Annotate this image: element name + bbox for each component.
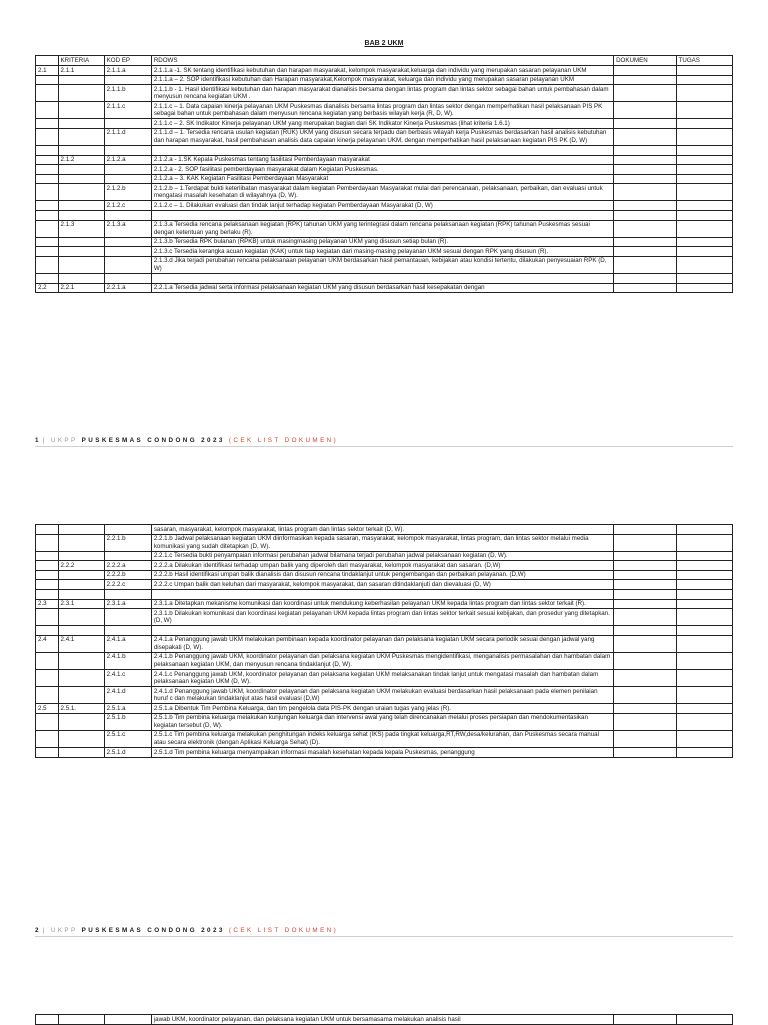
cell-dokumen — [614, 635, 677, 652]
cell-number — [36, 570, 59, 580]
cell-dokumen — [614, 1015, 677, 1025]
cell-kriteria — [58, 1015, 104, 1025]
cell-rdows: 2.5.1.a Dibentuk Tim Pembina Keluarga, dan tim pengelola data PIS-PK dengan uraian tugas yang jelas (R). — [151, 704, 613, 714]
cell-kriteria — [58, 174, 104, 184]
cell-rdows: 2.1.3.d Jika terjadi perubahan rencana pelaksanaan pelayanan UKM berdasarkan hasil pemantauan, kebijakan atau kondisi tertentu, dilakukan penyesuaian RPK (D, W) — [151, 256, 613, 273]
cell-kriteria: 2.2.2 — [58, 561, 104, 571]
cell-rdows: 2.1.1.a – 2. SOP identifikasi kebutuhan dan Harapan masyarakat,Kelompok masyarakat, keluarga dan individu yang merupakan sasaran pelayanan UKM — [151, 75, 613, 85]
cell-dokumen — [614, 102, 677, 119]
table-row — [36, 102, 733, 119]
cell-kod-ep — [104, 174, 151, 184]
footer-unit: UKPP — [50, 437, 78, 444]
cell-dokumen — [614, 599, 677, 609]
cell-kod-ep: 2.3.1.a — [104, 599, 151, 609]
table-row — [36, 748, 733, 758]
cell-kod-ep — [104, 273, 151, 283]
checklist-table-page-2 — [35, 524, 733, 758]
cell-dokumen — [614, 85, 677, 102]
cell-rdows: 2.1.1.c – 1. Data capaian kinerja pelayanan UKM Puskesmas dianalisis bersama lintas program dan lintas sektor dengan memperhatikan hasil pelaksanaan PIS PK sebagai bahan untuk pembahasan dalam menyusun rencana kegiatan yang berbasis wilayah kerja (R, D, W). — [151, 102, 613, 119]
cell-number — [36, 551, 59, 561]
cell-number — [36, 525, 59, 535]
table-row — [36, 1015, 733, 1025]
cell-kod-ep: 2.4.1.c — [104, 670, 151, 687]
table-row — [36, 599, 733, 609]
table-row — [36, 589, 733, 599]
cell-rdows: 2.1.2.a - 2. SOP fasilitasi pemberdayaan masyarakat dalam Kegiatan Puskesmas. — [151, 165, 613, 175]
cell-tugas — [676, 704, 732, 714]
cell-rdows: 2.1.3.c Tersedia kerangka acuan kegiatan (KAK) untuk tiap kegiatan dari masing-masing pelayanan UKM sesuai dengan RPK yang disusun (R). — [151, 247, 613, 257]
cell-kriteria: 2.1.2 — [58, 155, 104, 165]
cell-kod-ep: 2.2.1.a — [104, 283, 151, 293]
cell-kod-ep — [104, 256, 151, 273]
cell-rdows: 2.2.1.b Jadwal pelaksanaan kegiatan UKM diinformasikan kepada sasaran, masyarakat, kelompok masyarakat, lintas program, dan lintas sektor melalui media komunikasi yang sudah ditetapkan (D, W). — [151, 534, 613, 551]
cell-tugas — [676, 570, 732, 580]
cell-rdows: 2.2.2.c Umpan balik dan keluhan dari masyarakat, kelompok masyarakat, dan sasaran ditindaklanjuti dan dievaluasi (D, W) — [151, 580, 613, 590]
table-row — [36, 66, 733, 76]
cell-kod-ep: 2.1.2.c — [104, 201, 151, 211]
cell-kod-ep — [104, 609, 151, 626]
table-row — [36, 687, 733, 704]
cell-number — [36, 670, 59, 687]
cell-number — [36, 730, 59, 747]
table-row — [36, 119, 733, 129]
cell-kod-ep — [104, 146, 151, 156]
cell-tugas — [676, 670, 732, 687]
cell-kriteria — [58, 609, 104, 626]
cell-dokumen — [614, 730, 677, 747]
cell-kriteria — [58, 748, 104, 758]
cell-kriteria: 2.3.1 — [58, 599, 104, 609]
cell-kriteria: 2.5.1. — [58, 704, 104, 714]
cell-tugas — [676, 534, 732, 551]
cell-dokumen — [614, 670, 677, 687]
cell-kriteria — [58, 85, 104, 102]
cell-number — [36, 652, 59, 669]
table-row — [36, 652, 733, 669]
footer-tag: (CEK LIST DOKUMEN) — [228, 927, 339, 934]
cell-rdows: 2.5.1.b Tim pembina keluarga melakukan kunjungan keluarga dan intervensi awal yang telah direncanakan melalui proses persiapan dan mendokumentasikan kegiatan tersebut (D, W). — [151, 713, 613, 730]
cell-kod-ep — [104, 247, 151, 257]
cell-dokumen — [614, 713, 677, 730]
header-number — [36, 56, 59, 66]
cell-tugas — [676, 589, 732, 599]
cell-kod-ep: 2.1.1.c — [104, 102, 151, 119]
cell-kod-ep: 2.1.3.a — [104, 220, 151, 237]
table-row — [36, 609, 733, 626]
cell-number — [36, 237, 59, 247]
cell-tugas — [676, 102, 732, 119]
cell-dokumen — [614, 704, 677, 714]
cell-number — [36, 626, 59, 636]
cell-kriteria — [58, 211, 104, 221]
cell-kod-ep: 2.1.1.a — [104, 66, 151, 76]
cell-kod-ep: 2.5.1.d — [104, 748, 151, 758]
cell-dokumen — [614, 165, 677, 175]
cell-rdows: 2.4.1.a Penanggung jawab UKM melakukan pembinaan kepada koordinator pelayanan dan pelaksana kegiatan UKM secara periodik sesuai dengan jadwal yang disepakati (D, W). — [151, 635, 613, 652]
cell-tugas — [676, 256, 732, 273]
cell-kod-ep — [104, 211, 151, 221]
cell-tugas — [676, 146, 732, 156]
cell-tugas — [676, 561, 732, 571]
cell-dokumen — [614, 128, 677, 145]
cell-dokumen — [614, 146, 677, 156]
table-row — [36, 626, 733, 636]
cell-tugas — [676, 652, 732, 669]
cell-number — [36, 687, 59, 704]
cell-tugas — [676, 730, 732, 747]
cell-kriteria — [58, 713, 104, 730]
cell-rdows: 2.2.1.c Tersedia bukti penyampaian informasi perubahan jadwal bilamana terjadi perubahan jadwal pelaksanaan kegiatan (D, W). — [151, 551, 613, 561]
cell-rdows: 2.1.3.a Tersedia rencana pelaksanaan kegiatan (RPK) tahunan UKM yang terintegrasi dalam rencana pelaksanaan kegiatan (RPK) tahunan Puskesmas sesuai dengan ketentuan yang berlaku (R). — [151, 220, 613, 237]
cell-kriteria — [58, 102, 104, 119]
cell-tugas — [676, 580, 732, 590]
cell-kod-ep — [104, 119, 151, 129]
cell-kriteria — [58, 75, 104, 85]
table-row — [36, 146, 733, 156]
cell-kod-ep — [104, 551, 151, 561]
cell-tugas — [676, 85, 732, 102]
table-row — [36, 704, 733, 714]
cell-number: 2.5 — [36, 704, 59, 714]
cell-rdows: 2.4.1.c Penanggung jawab UKM, koordinator pelayanan dan pelaksana kegiatan UKM melaksanakan tindak lanjut untuk mengatasi masalah dan hambatan dalam pelaksanaan kegiatan UKM (D, W). — [151, 670, 613, 687]
cell-rdows — [151, 626, 613, 636]
cell-kriteria — [58, 580, 104, 590]
cell-kriteria — [58, 184, 104, 201]
cell-dokumen — [614, 256, 677, 273]
cell-dokumen — [614, 247, 677, 257]
cell-rdows: jawab UKM, koordinator pelayanan, dan pelaksana kegiatan UKM untuk bersamasama melakukan analisis hasil — [151, 1015, 613, 1025]
table-row — [36, 273, 733, 283]
cell-rdows: 2.1.2.a – 3. KAK Kegiatan Fasilitasi Pemberdayaan Masyarakat — [151, 174, 613, 184]
cell-dokumen — [614, 589, 677, 599]
cell-kod-ep: 2.1.1.d — [104, 128, 151, 145]
cell-number — [36, 256, 59, 273]
cell-dokumen — [614, 119, 677, 129]
cell-tugas — [676, 626, 732, 636]
cell-number — [36, 85, 59, 102]
cell-tugas — [676, 128, 732, 145]
cell-number: 2.1 — [36, 66, 59, 76]
footer-page-number: 1 — [35, 437, 39, 444]
cell-kod-ep — [104, 165, 151, 175]
cell-dokumen — [614, 201, 677, 211]
cell-kriteria — [58, 247, 104, 257]
cell-number: 2.2 — [36, 283, 59, 293]
cell-tugas — [676, 201, 732, 211]
cell-tugas — [676, 184, 732, 201]
table-row — [36, 730, 733, 747]
footer-separator: | — [42, 437, 47, 444]
cell-tugas — [676, 599, 732, 609]
table-row — [36, 670, 733, 687]
cell-dokumen — [614, 66, 677, 76]
table-row — [36, 534, 733, 551]
table-row — [36, 165, 733, 175]
cell-kod-ep: 2.2.1.b — [104, 534, 151, 551]
cell-kod-ep: 2.2.2.a — [104, 561, 151, 571]
cell-kod-ep: 2.5.1.b — [104, 713, 151, 730]
cell-kriteria — [58, 128, 104, 145]
cell-dokumen — [614, 237, 677, 247]
header-kriteria: KRITERIA — [58, 56, 104, 66]
cell-dokumen — [614, 273, 677, 283]
cell-rdows: 2.1.1.d – 1. Tersedia rencana usulan kegiatan (RUK) UKM yang disusun secara terpadu dan berbasis wilayah kerja Puskesmas berdasarkan hasil analisis kebutuhan dan harapan masyarakat, hasil pembahasan analisis data capaian kinerja pelayanan UKM, dengan memperhatikan hasil pelaksanaan kegiatan PIS PK (D, W) — [151, 128, 613, 145]
cell-kriteria — [58, 273, 104, 283]
cell-number — [36, 184, 59, 201]
cell-kriteria: 2.1.3 — [58, 220, 104, 237]
cell-tugas — [676, 713, 732, 730]
cell-tugas — [676, 155, 732, 165]
table-row — [36, 580, 733, 590]
cell-rdows: sasaran, masyarakat, kelompok masyarakat, lintas program dan lintas sektor terkait (D, W). — [151, 525, 613, 535]
cell-tugas — [676, 283, 732, 293]
cell-number — [36, 211, 59, 221]
cell-kriteria: 2.4.1 — [58, 635, 104, 652]
cell-tugas — [676, 748, 732, 758]
cell-tugas — [676, 237, 732, 247]
cell-kriteria — [58, 670, 104, 687]
table-row — [36, 85, 733, 102]
table-row — [36, 237, 733, 247]
cell-number — [36, 201, 59, 211]
cell-kriteria — [58, 165, 104, 175]
cell-rdows: 2.1.2.a - 1.SK Kepala Puskesmas tentang fasilitasi Pemberdayaan masyarakat — [151, 155, 613, 165]
page-footer-1 — [35, 437, 733, 447]
cell-kod-ep — [104, 237, 151, 247]
table-row — [36, 201, 733, 211]
cell-dokumen — [614, 534, 677, 551]
cell-rdows — [151, 273, 613, 283]
cell-tugas — [676, 247, 732, 257]
cell-number — [36, 146, 59, 156]
cell-number — [36, 247, 59, 257]
cell-rdows: 2.3.1.a Ditetapkan mekanisme komunikasi dan koordinasi untuk mendukung keberhasilan pelayanan UKM kepada lintas program dan lintas sektor terkait (R). — [151, 599, 613, 609]
cell-kod-ep: 2.1.2.a — [104, 155, 151, 165]
cell-tugas — [676, 119, 732, 129]
page-footer-2 — [35, 927, 733, 937]
table-row — [36, 635, 733, 652]
checklist-table-page-3 — [35, 1014, 733, 1025]
cell-dokumen — [614, 525, 677, 535]
cell-kriteria — [58, 525, 104, 535]
cell-number — [36, 220, 59, 237]
cell-tugas — [676, 66, 732, 76]
cell-number: 2.4 — [36, 635, 59, 652]
cell-number — [36, 174, 59, 184]
footer-separator: | — [42, 927, 47, 934]
cell-kod-ep: 2.1.1.b — [104, 85, 151, 102]
cell-kod-ep: 2.2.2.b — [104, 570, 151, 580]
document-title: BAB 2 UKM — [364, 40, 404, 47]
table-row — [36, 283, 733, 293]
table-row — [36, 155, 733, 165]
header-dokumen: DOKUMEN — [614, 56, 677, 66]
cell-rdows: 2.4.1.b Penanggung jawab UKM, koordinator pelayanan dan pelaksana kegiatan UKM Puskesmas mengidentifikasi, menganalisis permasalahan dan hambatan dalam pelaksanaan kegiatan UKM, dan menyusun rencana tindaklanjut (D, W). — [151, 652, 613, 669]
table-row — [36, 174, 733, 184]
cell-kod-ep — [104, 1015, 151, 1025]
table-header-row — [36, 56, 733, 66]
cell-number — [36, 609, 59, 626]
cell-tugas — [676, 75, 732, 85]
cell-kod-ep — [104, 626, 151, 636]
cell-rdows — [151, 146, 613, 156]
cell-kod-ep: 2.4.1.a — [104, 635, 151, 652]
cell-kriteria — [58, 237, 104, 247]
cell-number — [36, 102, 59, 119]
cell-kriteria — [58, 570, 104, 580]
cell-tugas — [676, 165, 732, 175]
cell-tugas — [676, 635, 732, 652]
cell-rdows: 2.1.3.b Tersedia RPK bulanan (RPKB) untuk masingmasing pelayanan UKM yang disusun setiap bulan (R). — [151, 237, 613, 247]
cell-number — [36, 713, 59, 730]
cell-dokumen — [614, 184, 677, 201]
table-row — [36, 128, 733, 145]
cell-tugas — [676, 551, 732, 561]
footer-page-number: 2 — [35, 927, 39, 934]
footer-unit: UKPP — [50, 927, 78, 934]
cell-kod-ep: 2.2.2.c — [104, 580, 151, 590]
cell-tugas — [676, 687, 732, 704]
table-row — [36, 551, 733, 561]
cell-kod-ep: 2.5.1.c — [104, 730, 151, 747]
header-kod-ep: KOD EP — [104, 56, 151, 66]
cell-kod-ep — [104, 75, 151, 85]
cell-rdows — [151, 589, 613, 599]
cell-kriteria — [58, 687, 104, 704]
cell-kod-ep — [104, 525, 151, 535]
cell-kriteria — [58, 201, 104, 211]
cell-number — [36, 748, 59, 758]
cell-kod-ep: 2.4.1.b — [104, 652, 151, 669]
cell-number — [36, 561, 59, 571]
cell-kod-ep — [104, 589, 151, 599]
cell-dokumen — [614, 283, 677, 293]
cell-kriteria — [58, 551, 104, 561]
cell-tugas — [676, 174, 732, 184]
cell-number — [36, 119, 59, 129]
cell-number — [36, 155, 59, 165]
table-row — [36, 247, 733, 257]
footer-tag: (CEK LIST DOKUMEN) — [228, 437, 339, 444]
footer-name: PUSKESMAS CONDONG 2023 — [81, 927, 225, 934]
cell-kriteria — [58, 589, 104, 599]
cell-rdows: 2.5.1.c Tim pembina keluarga melakukan penghitungan indeks keluarga sehat (IKS) pada tingkat keluarga,RT,RW,desa/kelurahan, dan Puskesmas secara manual atau secara elektronik (dengan Aplikasi Keluarga Sehat) (D). — [151, 730, 613, 747]
table-row — [36, 256, 733, 273]
cell-rdows: 2.2.2.a Dilakukan identifikasi terhadap umpan balik yang diperoleh dari masyarakat, kelompok masyarakat dan sasaran. (D,W) — [151, 561, 613, 571]
checklist-table-page-1 — [35, 55, 733, 293]
cell-dokumen — [614, 580, 677, 590]
cell-kriteria — [58, 146, 104, 156]
cell-kriteria — [58, 256, 104, 273]
header-rdows: RDOWS — [151, 56, 613, 66]
cell-dokumen — [614, 220, 677, 237]
cell-rdows: 2.3.1.b Dilakukan komunikasi dan koordinasi kegiatan pelayanan UKM kepada lintas program dan lintas sektor terkait sesuai kebijakan, dan prosedur yang ditetapkan. (D, W) — [151, 609, 613, 626]
footer-name: PUSKESMAS CONDONG 2023 — [81, 437, 225, 444]
cell-rdows: 2.1.1.c – 2. SK Indikator Kinerja pelayanan UKM yang merupakan bagian dari SK Indikator Kinerja Puskesmas (lihat kriteria 1.6.1) — [151, 119, 613, 129]
cell-dokumen — [614, 626, 677, 636]
table-row — [36, 211, 733, 221]
cell-dokumen — [614, 570, 677, 580]
cell-kod-ep: 2.4.1.d — [104, 687, 151, 704]
cell-rdows: 2.1.1.a -1. SK tentang identifikasi kebutuhan dan harapan masyarakat, kelompok masyarakat,keluarga dan individu yang merupakan sasaran pelayanan UKM — [151, 66, 613, 76]
cell-dokumen — [614, 551, 677, 561]
cell-number — [36, 165, 59, 175]
cell-rdows — [151, 211, 613, 221]
cell-tugas — [676, 525, 732, 535]
cell-rdows: 2.2.2.b Hasil identifikasi umpan balik dianalisis dan disusun rencana tindaklanjut untuk pengembangan dan perbaikan pelayanan. (D,W) — [151, 570, 613, 580]
cell-dokumen — [614, 561, 677, 571]
cell-number — [36, 580, 59, 590]
cell-kriteria — [58, 652, 104, 669]
cell-number — [36, 589, 59, 599]
table-row — [36, 75, 733, 85]
table-row — [36, 561, 733, 571]
cell-rdows: 2.5.1.d Tim pembina keluarga menyampaikan informasi masalah kesehatan kepada kepala Puskesmas, penanggung — [151, 748, 613, 758]
cell-tugas — [676, 273, 732, 283]
cell-number — [36, 128, 59, 145]
cell-dokumen — [614, 75, 677, 85]
cell-number — [36, 1015, 59, 1025]
cell-dokumen — [614, 155, 677, 165]
cell-dokumen — [614, 174, 677, 184]
cell-kriteria: 2.2.1 — [58, 283, 104, 293]
cell-rdows: 2.2.1.a Tersedia jadwal serta informasi pelaksanaan kegiatan UKM yang disusun berdasarkan hasil kesepakatan dengan — [151, 283, 613, 293]
cell-rdows: 2.4.1.d Penanggung jawab UKM, koordinator pelayanan dan pelaksana kegiatan UKM melakukan evaluasi berdasarkan hasil pelaksanaan pada elemen penilaian huruf c dan melakukan tindaklanjut atas hasil evaluasi (D,W) — [151, 687, 613, 704]
cell-rdows: 2.1.2.b – 1.Terdapat bukti keterlibatan masyarakat dalam kegiatan Pemberdayaan Masyarakat mulai dari perencanaan, pelaksanaan, perbaikan, dan evaluasi untuk mengatasi masalah kesehatan di wilayahnya (D, W). — [151, 184, 613, 201]
table-row — [36, 570, 733, 580]
cell-kriteria — [58, 626, 104, 636]
cell-dokumen — [614, 652, 677, 669]
cell-tugas — [676, 211, 732, 221]
cell-tugas — [676, 609, 732, 626]
table-row — [36, 184, 733, 201]
cell-number — [36, 534, 59, 551]
cell-kriteria: 2.1.1 — [58, 66, 104, 76]
cell-number: 2.3 — [36, 599, 59, 609]
cell-tugas — [676, 1015, 732, 1025]
cell-dokumen — [614, 748, 677, 758]
cell-kod-ep: 2.1.2.b — [104, 184, 151, 201]
cell-kriteria — [58, 730, 104, 747]
cell-kriteria — [58, 534, 104, 551]
cell-dokumen — [614, 687, 677, 704]
cell-number — [36, 273, 59, 283]
table-row — [36, 525, 733, 535]
cell-rdows: 2.1.2.c – 1. Dilakukan evaluasi dan tindak lanjut terhadap kegiatan Pemberdayaan Masyarakat (D, W) — [151, 201, 613, 211]
cell-dokumen — [614, 609, 677, 626]
cell-number — [36, 75, 59, 85]
cell-kod-ep: 2.5.1.a — [104, 704, 151, 714]
header-tugas: TUGAS — [676, 56, 732, 66]
cell-rdows: 2.1.1.b - 1. Hasil identifikasi kebutuhan dan harapan masyarakat dianalisis bersama dengan lintas program dan lintas sektor sebagai bahan untuk pembahasan dalam menyusun rencana kegiatan UKM . — [151, 85, 613, 102]
cell-kriteria — [58, 119, 104, 129]
cell-dokumen — [614, 211, 677, 221]
cell-tugas — [676, 220, 732, 237]
table-row — [36, 713, 733, 730]
table-row — [36, 220, 733, 237]
